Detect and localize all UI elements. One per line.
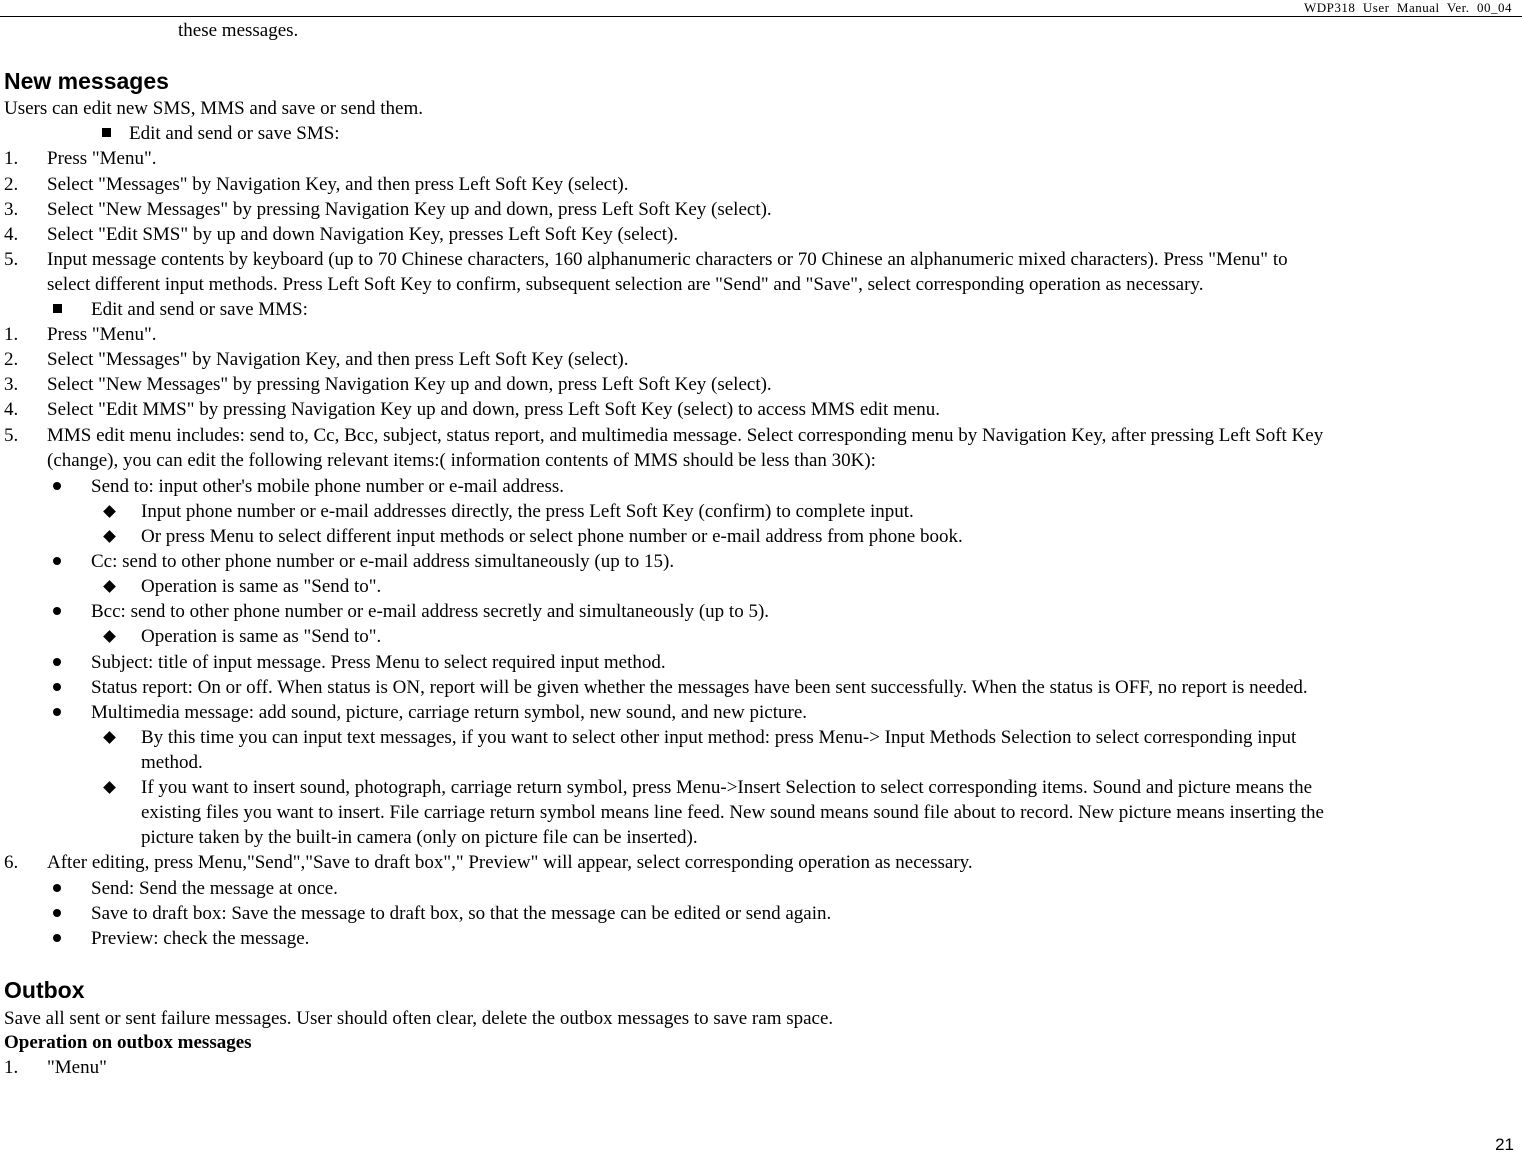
square-bullet-icon: [53, 304, 62, 313]
list-number: 6.: [4, 852, 19, 873]
dot-bullet-icon: [53, 658, 61, 666]
diamond-bullet-icon: [103, 530, 116, 543]
diamond-bullet-icon: [103, 781, 116, 794]
diamond-bullet-icon: [103, 505, 116, 518]
preview-option-item: Preview: check the message.: [91, 928, 310, 949]
mms-title: Edit and send or save MMS:: [91, 299, 308, 320]
list-number: 1.: [4, 324, 19, 345]
draft-option-item: Save to draft box: Save the message to draft box, so that the message can be edited or send again.: [91, 903, 832, 924]
diamond-bullet-icon: [103, 580, 116, 593]
list-number: 1.: [4, 1057, 19, 1078]
list-number: 5.: [4, 425, 19, 446]
status-report-item: Status report: On or off. When status is ON, report will be given whether the messages have been sent successfully. When the status is OFF, no report is needed.: [91, 677, 1308, 698]
dot-bullet-icon: [53, 884, 61, 892]
dot-bullet-icon: [53, 934, 61, 942]
list-item: Press "Menu".: [47, 324, 157, 345]
multimedia-item: Multimedia message: add sound, picture, carriage return symbol, new sound, and new picture.: [91, 702, 807, 723]
list-number: 4.: [4, 224, 19, 245]
send-to-sub-item: Or press Menu to select different input methods or select phone number or e-mail address from phone book.: [141, 526, 963, 547]
send-to-item: Send to: input other's mobile phone number or e-mail address.: [91, 476, 565, 497]
send-option-item: Send: Send the message at once.: [91, 878, 338, 899]
outbox-desc: Save all sent or sent failure messages. User should often clear, delete the outbox messages to save ram space.: [4, 1008, 834, 1029]
list-item: Input message contents by keyboard (up to 70 Chinese characters, 160 alphanumeric characters or 70 Chinese an alphanumeric mixed characters). Press "Menu" to: [47, 249, 1288, 270]
outbox-op-title: Operation on outbox messages: [4, 1032, 252, 1053]
dot-bullet-icon: [53, 683, 61, 691]
list-number: 3.: [4, 374, 19, 395]
sms-title: Edit and send or save SMS:: [129, 123, 340, 144]
list-item: Select "New Messages" by pressing Navigation Key up and down, press Left Soft Key (select).: [47, 199, 772, 220]
list-item-cont: select different input methods. Press Left Soft Key to confirm, subsequent selection are "Send" and "Save", select corresponding operation as necessary.: [47, 274, 1204, 295]
multimedia-sub-item-cont: method.: [141, 752, 203, 773]
list-item: Select "Messages" by Navigation Key, and then press Left Soft Key (select).: [47, 349, 629, 370]
running-header: WDP318 User Manual Ver. 00_04: [1304, 0, 1512, 15]
list-item: After editing, press Menu,"Send","Save to draft box"," Preview" will appear, select corresponding operation as necessary.: [47, 852, 973, 873]
list-number: 3.: [4, 199, 19, 220]
square-bullet-icon: [102, 128, 111, 137]
list-item: Select "Messages" by Navigation Key, and then press Left Soft Key (select).: [47, 174, 629, 195]
dot-bullet-icon: [53, 909, 61, 917]
dot-bullet-icon: [53, 557, 61, 565]
cc-item: Cc: send to other phone number or e-mail address simultaneously (up to 15).: [91, 551, 675, 572]
diamond-bullet-icon: [103, 630, 116, 643]
list-number: 4.: [4, 399, 19, 420]
list-item: Press "Menu".: [47, 148, 157, 169]
cc-sub-item: Operation is same as "Send to".: [141, 576, 382, 597]
heading-outbox: Outbox: [4, 977, 85, 1003]
header-rule: [0, 16, 1522, 17]
list-item: "Menu": [47, 1057, 107, 1078]
bcc-item: Bcc: send to other phone number or e-mail address secretly and simultaneously (up to 5).: [91, 601, 770, 622]
multimedia-sub-item-cont: existing files you want to insert. File carriage return symbol means line feed. New sound means sound file about to record. New picture means inserting the: [141, 802, 1324, 823]
dot-bullet-icon: [53, 607, 61, 615]
list-number: 1.: [4, 148, 19, 169]
list-item: Select "Edit SMS" by up and down Navigation Key, presses Left Soft Key (select).: [47, 224, 679, 245]
list-item: Select "Edit MMS" by pressing Navigation Key up and down, press Left Soft Key (select) to access MMS edit menu.: [47, 399, 941, 420]
multimedia-sub-item: If you want to insert sound, photograph, carriage return symbol, press Menu->Insert Selection to select corresponding items. Sound and picture means the: [141, 777, 1313, 798]
bcc-sub-item: Operation is same as "Send to".: [141, 626, 382, 647]
list-number: 5.: [4, 249, 19, 270]
list-number: 2.: [4, 349, 19, 370]
dot-bullet-icon: [53, 708, 61, 716]
heading-new-messages: New messages: [4, 68, 169, 94]
multimedia-sub-item: By this time you can input text messages, if you want to select other input method: press Menu-> Input Methods Selection to select corresponding input: [141, 727, 1297, 748]
subject-item: Subject: title of input message. Press Menu to select required input method.: [91, 652, 666, 673]
multimedia-sub-item-cont: picture taken by the built-in camera (only on picture file can be inserted).: [141, 827, 698, 848]
intro-text: these messages.: [178, 20, 299, 41]
diamond-bullet-icon: [103, 731, 116, 744]
page-number: 21: [1495, 1135, 1514, 1154]
list-item-cont: (change), you can edit the following relevant items:( information contents of MMS should be less than 30K):: [47, 450, 876, 471]
list-item: Select "New Messages" by pressing Navigation Key up and down, press Left Soft Key (select).: [47, 374, 772, 395]
dot-bullet-icon: [53, 482, 61, 490]
send-to-sub-item: Input phone number or e-mail addresses directly, the press Left Soft Key (confirm) to complete input.: [141, 501, 914, 522]
list-number: 2.: [4, 174, 19, 195]
new-messages-desc: Users can edit new SMS, MMS and save or send them.: [4, 98, 424, 119]
list-item: MMS edit menu includes: send to, Cc, Bcc, subject, status report, and multimedia message. Select corresponding menu by Navigation Key, after pressing Left Soft Key: [47, 425, 1324, 446]
